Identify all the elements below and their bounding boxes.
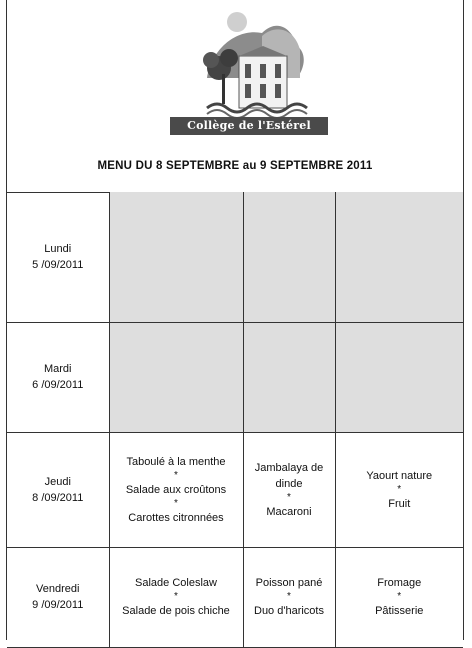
menu-row — [7, 547, 463, 647]
dish-item: Poisson pané — [255, 577, 323, 589]
meal-cell — [109, 192, 243, 322]
day-name: Mardi — [43, 363, 72, 375]
menu-row — [7, 322, 463, 432]
menu-row — [7, 432, 463, 547]
dish-item: Duo d'haricots — [254, 605, 324, 617]
day-cell — [7, 192, 109, 322]
day-date: 5 /09/2011 — [32, 258, 84, 271]
dish-item: Salade aux croûtons — [125, 483, 227, 496]
menu-table — [7, 192, 463, 648]
menu-header — [7, 0, 463, 193]
day-date: 8 /09/2011 — [32, 491, 84, 504]
meal-cell — [243, 432, 335, 547]
meal-cell — [335, 432, 463, 547]
dish-item: Pâtisserie — [375, 605, 424, 617]
dish-item: Jambalaya de dinde — [254, 461, 324, 490]
meal-cell — [109, 322, 243, 432]
meal-cell — [243, 322, 335, 432]
meal-cell — [335, 547, 463, 647]
menu-page — [6, 0, 464, 640]
day-cell — [7, 432, 109, 547]
meal-cell — [109, 547, 243, 647]
dish-separator: * — [397, 591, 402, 602]
day-cell — [7, 322, 109, 432]
meal-cell — [335, 322, 463, 432]
day-date: 9 /09/2011 — [32, 599, 84, 611]
dish-separator: * — [287, 491, 291, 503]
day-name: Jeudi — [44, 475, 71, 488]
dish-item: Macaroni — [266, 505, 312, 518]
day-date: 6 /09/2011 — [32, 379, 84, 391]
day-name: Lundi — [44, 242, 72, 255]
meal-cell — [109, 432, 243, 547]
dish-item: Taboulé à la menthe — [126, 455, 226, 468]
day-cell — [7, 547, 109, 647]
dish-item: Carottes citronnées — [128, 511, 224, 524]
dish-separator: * — [397, 483, 402, 495]
day-name: Vendredi — [36, 583, 80, 595]
dish-separator: * — [174, 497, 178, 509]
dish-item: Fruit — [388, 497, 411, 510]
dish-item: Salade de pois chiche — [122, 605, 230, 617]
dish-separator: * — [287, 591, 291, 602]
meal-cell — [243, 547, 335, 647]
dish-item: Salade Coleslaw — [135, 577, 217, 589]
menu-row — [7, 192, 463, 322]
meal-cell — [335, 192, 463, 322]
dish-separator: * — [174, 591, 178, 602]
school-name: Collège de l'Estérel — [170, 117, 328, 135]
menu-title: MENU DU 8 SEPTEMBRE au 9 SEPTEMBRE 2011 — [97, 160, 373, 172]
dish-separator: * — [174, 469, 178, 481]
dish-item: Yaourt nature — [366, 469, 433, 482]
dish-item: Fromage — [377, 577, 422, 589]
meal-cell — [243, 192, 335, 322]
